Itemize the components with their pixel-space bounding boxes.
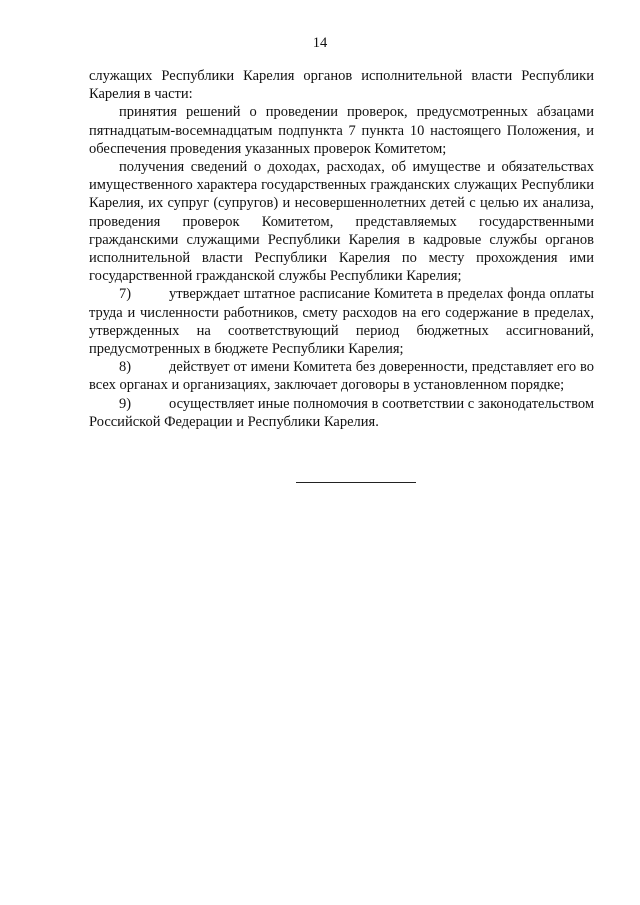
paragraph-continuation: служащих Республики Карелия органов исполнительной власти Республики Карелия в части: xyxy=(89,68,594,103)
paragraph-income-declarations: получения сведений о доходах, расходах, об имуществе и обязательствах имущественного характера государственных гражданских служащих Республики Карелия, их супруг (супругов) и несовершеннолетних детей с целью их анализа, проведения проверок Комитетом, представляемых государственными гражданскими служащими Республики Карелия в кадровые службы органов исполнительной власти Республики Карелия по месту прохождения ими государственной гражданской службы Республики Карелия; xyxy=(89,159,594,285)
paragraph-inspections: принятия решений о проведении проверок, предусмотренных абзацами пятнадцатым-восемнадцатым подпункта 7 пункта 10 настоящего Положения, и обеспечения проведения указанных проверок Комитетом; xyxy=(89,104,594,157)
list-item-number: 8) xyxy=(119,359,132,376)
list-item-7 xyxy=(89,285,594,358)
end-of-document-rule xyxy=(296,482,416,483)
list-item-text: утверждает штатное расписание Комитета в пределах фонда оплаты труда и численности работников, смету расходов на его содержание в пределах, утвержденных на соответствующий период бюджетных ассигнований, предусмотренных в бюджете Республики Карелия; xyxy=(89,286,594,358)
list-item-9 xyxy=(89,395,594,431)
list-item-text: действует от имени Комитета без доверенности, представляет его во всех органах и организациях, заключает договоры в установленном порядке; xyxy=(89,359,594,394)
list-item-number: 9) xyxy=(119,395,132,412)
document-body xyxy=(89,67,594,431)
list-item-number: 7) xyxy=(119,286,132,303)
page-number: 14 xyxy=(312,35,328,51)
list-item-text: осуществляет иные полномочия в соответствии с законодательством Российской Федерации и Республики Карелия. xyxy=(89,395,594,430)
list-item-8 xyxy=(89,358,594,394)
